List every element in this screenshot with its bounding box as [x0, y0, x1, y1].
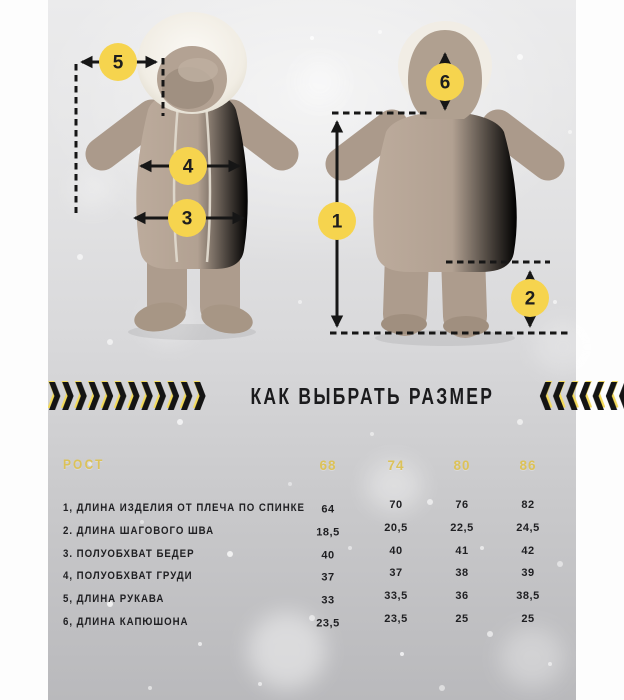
measurement-row-value: 20,5	[384, 522, 408, 535]
size-table-row	[48, 496, 576, 519]
size-table-rows	[48, 496, 576, 632]
measurement-row-value: 25	[455, 612, 469, 625]
measurement-row-value: 70	[389, 499, 403, 512]
measurement-row-value: 39	[521, 567, 535, 580]
measurement-row-value: 42	[521, 544, 535, 557]
section-title: КАК ВЫБРАТЬ РАЗМЕР	[250, 382, 495, 409]
measurement-row-value: 18,5	[316, 526, 340, 539]
measurement-row-value: 82	[521, 499, 535, 512]
measurement-row-value: 25	[521, 612, 535, 625]
size-header-value: 74	[387, 457, 405, 473]
size-table-row	[48, 564, 576, 587]
size-table	[48, 455, 576, 632]
svg-text:1: 1	[331, 211, 343, 233]
measurement-row-value: 36	[455, 590, 469, 603]
chevrons-left-icon	[539, 381, 624, 411]
measurement-badge-3	[168, 199, 206, 237]
svg-text:6: 6	[439, 72, 451, 94]
size-table-row	[48, 519, 576, 542]
section-title-band	[48, 374, 576, 418]
svg-text:5: 5	[112, 52, 124, 74]
measurement-row-label: 6, ДЛИНА КАПЮШОНА	[63, 615, 189, 628]
measurement-badge-1	[318, 202, 356, 240]
measurement-row-label: 5, ДЛИНА РУКАВА	[63, 593, 165, 606]
size-table-row	[48, 609, 576, 632]
gray-stage	[48, 0, 576, 700]
measurement-row-value: 33	[321, 594, 335, 607]
measurement-row-label: 3. ПОЛУОБХВАТ БЕДЕР	[63, 547, 195, 560]
measurement-row-label: 4, ПОЛУОБХВАТ ГРУДИ	[63, 570, 193, 583]
measurement-row-value: 33,5	[384, 590, 408, 603]
size-header-value: 68	[319, 457, 337, 473]
measurement-row-value: 24,5	[516, 522, 540, 535]
measurement-badge-6	[426, 63, 464, 101]
measurement-row-label: 1, ДЛИНА ИЗДЕЛИЯ ОТ ПЛЕЧА ПО СПИНКЕ	[63, 502, 305, 515]
measurement-row-value: 64	[321, 503, 335, 516]
measurement-badge-4	[169, 147, 207, 185]
measurement-row-value: 76	[455, 499, 469, 512]
svg-text:2: 2	[524, 288, 536, 310]
svg-text:3: 3	[181, 208, 193, 230]
measurement-row-value: 40	[321, 549, 335, 562]
measurement-badge-2	[511, 279, 549, 317]
measurement-row-value: 23,5	[384, 612, 408, 625]
size-header-value: 86	[519, 457, 537, 473]
height-header-label: РОСТ	[63, 457, 105, 472]
measurement-row-value: 40	[389, 544, 403, 557]
size-table-row	[48, 541, 576, 564]
measurement-badge-5	[99, 43, 137, 81]
size-table-header	[48, 455, 576, 475]
measurement-row-value: 37	[321, 571, 335, 584]
measurement-row-value: 41	[455, 544, 469, 557]
measurement-row-value: 37	[389, 567, 403, 580]
garment-measurement-diagram	[48, 0, 576, 362]
measurement-row-value: 38,5	[516, 590, 540, 603]
size-table-row	[48, 587, 576, 610]
size-header-value: 80	[453, 457, 471, 473]
measurement-row-value: 23,5	[316, 617, 340, 630]
svg-text:4: 4	[182, 156, 194, 178]
bokeh-blob	[500, 628, 564, 688]
measurement-row-label: 2. ДЛИНА ШАГОВОГО ШВА	[63, 525, 215, 538]
chevrons-right-icon	[48, 381, 206, 411]
measurement-row-value: 38	[455, 567, 469, 580]
measurement-row-value: 22,5	[450, 522, 474, 535]
